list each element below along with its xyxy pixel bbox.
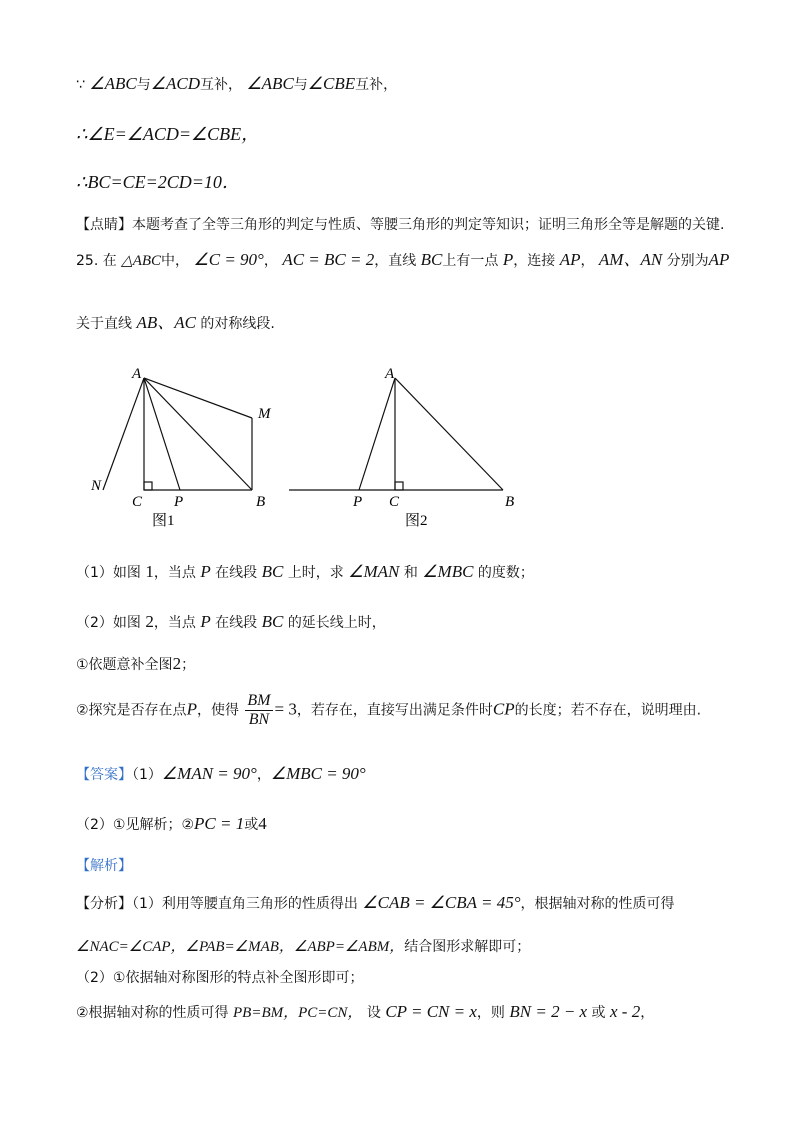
math-am-an: AM、AN <box>598 250 663 269</box>
math-p: P <box>502 250 514 269</box>
segment-ap <box>359 378 395 490</box>
label-b: B <box>256 494 266 510</box>
math-bc: BC <box>420 250 443 269</box>
math-bc: BC <box>261 562 284 581</box>
text-span: ，使得 <box>196 702 239 719</box>
text-span: 的对称线段. <box>200 316 275 332</box>
math-ab-ac: AB、AC <box>136 313 196 332</box>
text-span: ，连接 <box>513 253 556 269</box>
text-span: 互补， <box>355 77 398 93</box>
text-span: ， <box>263 253 278 269</box>
text-line-2: ∴∠E=∠ACD=∠CBE， <box>76 124 260 144</box>
text-span: 中， <box>161 253 190 269</box>
label-m: M <box>258 406 271 422</box>
segment-am <box>144 378 252 418</box>
math-angle-man-value: ∠MAN = 90° <box>161 764 257 783</box>
caption-figure-2: 图2 <box>405 513 428 529</box>
text-span: ①依题意补全图 <box>76 657 173 673</box>
math-number: 2 <box>145 612 154 631</box>
text-span: ，直线 <box>374 253 417 269</box>
text-span: （1） <box>132 767 162 783</box>
text-span: 的延长线上时， <box>287 615 386 631</box>
math-number: 4 <box>258 814 267 833</box>
math-angle-mbc-value: ∠MBC = 90° <box>270 764 366 783</box>
text-span: 设 <box>366 1005 381 1021</box>
part-2-line <box>76 612 386 633</box>
math-equals-three: = 3 <box>274 699 297 719</box>
text-span: ，则 <box>476 1005 505 1021</box>
math-p: P <box>186 699 197 719</box>
math-angle: ∠ACD <box>150 74 200 93</box>
text-span: 在线段 <box>215 615 258 631</box>
text-span: ②探究是否存在点 <box>76 702 187 719</box>
question-number: 25. 在 <box>76 253 117 269</box>
dianjing-text: 本题考查了全等三角形的判定与性质、等腰三角形的判定等知识；证明三角形全等是解题的关键. <box>132 217 725 233</box>
math-number: 1 <box>145 562 154 581</box>
math-angle-c: ∠C = 90° <box>193 250 264 269</box>
text-span: 的度数； <box>477 565 534 581</box>
fraction-denominator: BN <box>248 711 270 728</box>
math-angle: ∠CBE <box>307 74 356 93</box>
label-n: N <box>91 478 102 494</box>
math-p: P <box>719 250 730 269</box>
fraction-numerator: BM <box>247 692 271 709</box>
text-span: 或 <box>244 817 259 833</box>
question-25-line-2 <box>76 313 275 334</box>
analysis-line-4 <box>76 1002 654 1023</box>
caption-figure-1: 图1 <box>152 513 175 529</box>
math-p: P <box>200 612 211 631</box>
text-span: 关于直线 <box>76 316 132 332</box>
question-25-line <box>76 250 729 271</box>
right-angle-mark <box>144 482 152 490</box>
answer-tag: 【答案】 <box>76 767 132 783</box>
fraction-bm-bn <box>245 692 272 729</box>
math-pc-value: PC = 1 <box>194 814 245 833</box>
segment-ab <box>395 378 503 490</box>
label-c: C <box>132 494 143 510</box>
label-p: P <box>353 494 363 510</box>
text-span: ， <box>256 767 271 783</box>
text-span: 的长度；若不存在，说明理由. <box>514 702 702 719</box>
math-x-minus-2: x - 2 <box>610 1002 641 1021</box>
right-angle-mark <box>395 482 403 490</box>
label-c: C <box>389 494 400 510</box>
dianjing-tag: 【点睛】 <box>76 217 132 233</box>
math-angle-45: ∠CAB = ∠CBA = 45° <box>362 893 521 912</box>
text-span: 分别为 <box>666 253 709 269</box>
math-equalities: PB=BM，PC=CN， <box>233 1005 363 1021</box>
text-span: ，当点 <box>153 615 196 631</box>
analysis-tag: 【分析】 <box>76 896 132 912</box>
text-line-1 <box>76 74 397 95</box>
math-angle-man: ∠MAN <box>348 562 400 581</box>
figure-1 <box>80 362 290 532</box>
text-span: ， <box>580 253 595 269</box>
text-span: ，当点 <box>153 565 196 581</box>
text-span: （2）如图 <box>76 615 141 631</box>
part-1-line <box>76 562 534 583</box>
label-p: P <box>174 494 184 510</box>
text-span: ，根据轴对称的性质可得 <box>520 896 675 912</box>
math-angle: ∠ABC <box>89 74 137 93</box>
math-ap: AP <box>559 250 581 269</box>
math-triangle: △ABC <box>121 253 162 269</box>
math-bn-value: BN = 2 − x <box>509 1002 588 1021</box>
text-line-3: ∴BC=CE=2CD=10． <box>76 172 240 192</box>
text-span: ②根据轴对称的性质可得 <box>76 1005 229 1021</box>
text-span: （1）如图 <box>76 565 141 581</box>
math-angle-equalities: ∠NAC=∠CAP，∠PAB=∠MAB，∠ABP=∠ABM， <box>76 939 405 955</box>
analysis-line-3: （2）①依据轴对称图形的特点补全图形即可； <box>76 970 364 986</box>
therefore-symbol: ∵ <box>76 77 85 93</box>
part-2-sub-2 <box>76 692 701 729</box>
math-cp-cn-x: CP = CN = x <box>385 1002 477 1021</box>
label-a: A <box>132 366 142 382</box>
math-cp: CP <box>492 699 515 719</box>
math-angle-mbc: ∠MBC <box>422 562 474 581</box>
answer-line-2 <box>76 814 267 835</box>
math-bc: BC <box>261 612 284 631</box>
text-span: 和 <box>403 565 418 581</box>
text-span: 与 <box>293 77 308 93</box>
segment-ap <box>144 378 180 490</box>
text-span: 互补， <box>199 77 242 93</box>
math-angle: ∠ABC <box>246 74 294 93</box>
part-2-sub-1 <box>76 654 195 675</box>
text-span: 上有一点 <box>442 253 499 269</box>
math-equal-sides: AC = BC = 2 <box>282 250 375 269</box>
math-p: P <box>200 562 211 581</box>
segment-ab <box>144 378 252 490</box>
text-span: （1）利用等腰直角三角形的性质得出 <box>132 896 358 912</box>
label-b: B <box>505 494 515 510</box>
answer-line-1 <box>76 764 366 785</box>
figure-2 <box>285 362 535 532</box>
text-span: 与 <box>136 77 151 93</box>
text-span: 在线段 <box>215 565 258 581</box>
dianjing-line <box>76 215 724 235</box>
analysis-line-1 <box>76 893 675 914</box>
jiexi-tag: 【解析】 <box>76 858 132 874</box>
text-span: 上时，求 <box>287 565 344 581</box>
text-span: ； <box>181 657 196 673</box>
math-a: A <box>708 250 720 269</box>
analysis-line-2 <box>76 937 530 957</box>
text-span: 或 <box>591 1005 606 1021</box>
text-span: （2）①见解析；② <box>76 817 195 833</box>
text-span: 结合图形求解即可； <box>404 939 531 955</box>
text-span: ， <box>640 1005 655 1021</box>
label-a: A <box>385 366 395 382</box>
text-span: ，若存在，直接写出满足条件时 <box>296 702 493 719</box>
math-number: 2 <box>172 654 182 673</box>
segment-an <box>103 378 144 490</box>
